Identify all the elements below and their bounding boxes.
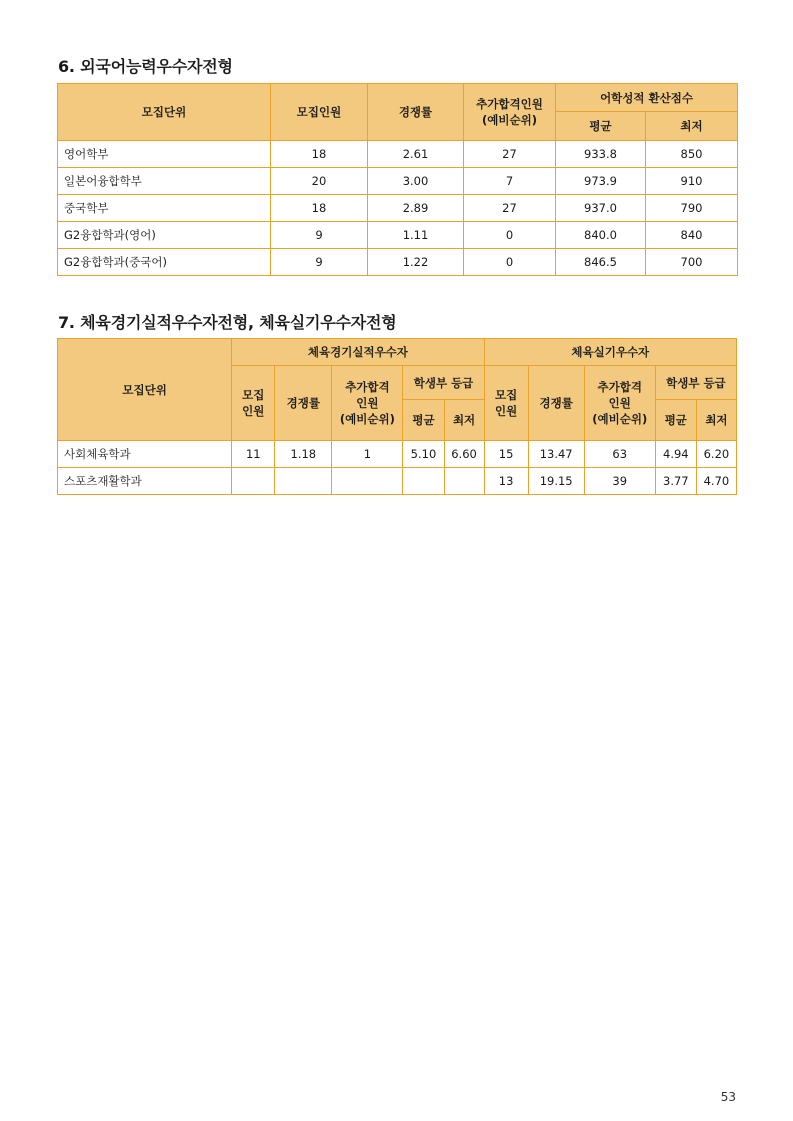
cell-additional: 27 <box>464 141 556 168</box>
table-row <box>58 468 737 495</box>
section-6-title: 6. 외국어능력우수자전형 <box>58 57 233 76</box>
cell-avg: 846.5 <box>556 249 646 276</box>
cell-b-recruit: 15 <box>484 441 528 468</box>
cell-min: 790 <box>646 195 738 222</box>
cell-min: 850 <box>646 141 738 168</box>
cell-additional: 27 <box>464 195 556 222</box>
table-row <box>58 222 738 249</box>
header-b-min: 최저 <box>696 400 736 441</box>
cell-unit: 스포츠재활학과 <box>58 468 232 495</box>
cell-a-competition <box>275 468 332 495</box>
header-avg: 평균 <box>556 112 646 141</box>
cell-competition: 1.22 <box>368 249 464 276</box>
table-row <box>58 195 738 222</box>
table-row <box>58 141 738 168</box>
cell-a-competition: 1.18 <box>275 441 332 468</box>
cell-a-min: 6.60 <box>444 441 484 468</box>
cell-b-competition: 13.47 <box>528 441 584 468</box>
cell-min: 700 <box>646 249 738 276</box>
table-row <box>58 441 737 468</box>
cell-recruit: 18 <box>271 195 368 222</box>
cell-b-recruit: 13 <box>484 468 528 495</box>
cell-competition: 2.89 <box>368 195 464 222</box>
cell-competition: 2.61 <box>368 141 464 168</box>
header-unit: 모집단위 <box>58 84 271 141</box>
header-a-grade-group: 학생부 등급 <box>403 366 484 400</box>
header-a-min: 최저 <box>444 400 484 441</box>
cell-avg: 937.0 <box>556 195 646 222</box>
cell-recruit: 20 <box>271 168 368 195</box>
header-a-competition: 경쟁률 <box>275 366 332 441</box>
header-recruit: 모집인원 <box>271 84 368 141</box>
header-b-competition: 경쟁률 <box>528 366 584 441</box>
table-row <box>58 249 738 276</box>
header-additional <box>464 84 556 141</box>
table-row <box>58 168 738 195</box>
cell-b-min: 6.20 <box>696 441 736 468</box>
header-group-b: 체육실기우수자 <box>484 339 736 366</box>
header-b-additional <box>584 366 655 441</box>
cell-additional: 0 <box>464 222 556 249</box>
cell-b-avg: 3.77 <box>655 468 696 495</box>
cell-a-avg: 5.10 <box>403 441 444 468</box>
cell-competition: 1.11 <box>368 222 464 249</box>
cell-b-competition: 19.15 <box>528 468 584 495</box>
cell-unit: 중국학부 <box>58 195 271 222</box>
header-a-additional <box>332 366 403 441</box>
cell-a-avg <box>403 468 444 495</box>
cell-recruit: 9 <box>271 222 368 249</box>
header-b-grade-group: 학생부 등급 <box>655 366 736 400</box>
cell-a-recruit: 11 <box>232 441 275 468</box>
cell-unit: G2융합학과(중국어) <box>58 249 271 276</box>
header-a-recruit-line2: 인원 <box>242 404 265 418</box>
cell-a-recruit <box>232 468 275 495</box>
cell-b-additional: 39 <box>584 468 655 495</box>
cell-recruit: 18 <box>271 141 368 168</box>
cell-unit: 일본어융합학부 <box>58 168 271 195</box>
header-b-avg: 평균 <box>655 400 696 441</box>
sports-table <box>57 338 737 495</box>
cell-unit: 영어학부 <box>58 141 271 168</box>
header-unit: 모집단위 <box>58 339 232 441</box>
cell-b-avg: 4.94 <box>655 441 696 468</box>
cell-avg: 840.0 <box>556 222 646 249</box>
header-b-additional-line1: 추가합격 <box>597 380 642 394</box>
cell-additional: 7 <box>464 168 556 195</box>
header-a-additional-line3: (예비순위) <box>339 412 395 426</box>
cell-a-additional <box>332 468 403 495</box>
header-a-additional-line2: 인원 <box>356 396 379 410</box>
cell-avg: 973.9 <box>556 168 646 195</box>
cell-a-additional: 1 <box>332 441 403 468</box>
header-a-additional-line1: 추가합격 <box>345 380 390 394</box>
cell-b-min: 4.70 <box>696 468 736 495</box>
cell-avg: 933.8 <box>556 141 646 168</box>
header-score-group: 어학성적 환산점수 <box>556 84 738 112</box>
header-b-recruit <box>484 366 528 441</box>
header-b-recruit-line1: 모집 <box>495 388 518 402</box>
section-7-title: 7. 체육경기실적우수자전형, 체육실기우수자전형 <box>58 313 397 332</box>
header-additional-line2: (예비순위) <box>482 113 537 127</box>
cell-competition: 3.00 <box>368 168 464 195</box>
cell-a-min <box>444 468 484 495</box>
header-a-avg: 평균 <box>403 400 444 441</box>
cell-b-additional: 63 <box>584 441 655 468</box>
header-min: 최저 <box>646 112 738 141</box>
cell-min: 840 <box>646 222 738 249</box>
cell-unit: 사회체육학과 <box>58 441 232 468</box>
cell-additional: 0 <box>464 249 556 276</box>
header-b-additional-line3: (예비순위) <box>592 412 648 426</box>
header-competition: 경쟁률 <box>368 84 464 141</box>
header-group-a: 체육경기실적우수자 <box>232 339 484 366</box>
header-a-recruit <box>232 366 275 441</box>
page-number: 53 <box>720 1090 736 1104</box>
cell-min: 910 <box>646 168 738 195</box>
cell-recruit: 9 <box>271 249 368 276</box>
cell-unit: G2융합학과(영어) <box>58 222 271 249</box>
foreign-language-table <box>57 83 738 276</box>
header-a-recruit-line1: 모집 <box>242 388 265 402</box>
header-b-additional-line2: 인원 <box>608 396 631 410</box>
header-additional-line1: 추가합격인원 <box>476 97 543 111</box>
header-b-recruit-line2: 인원 <box>495 404 518 418</box>
